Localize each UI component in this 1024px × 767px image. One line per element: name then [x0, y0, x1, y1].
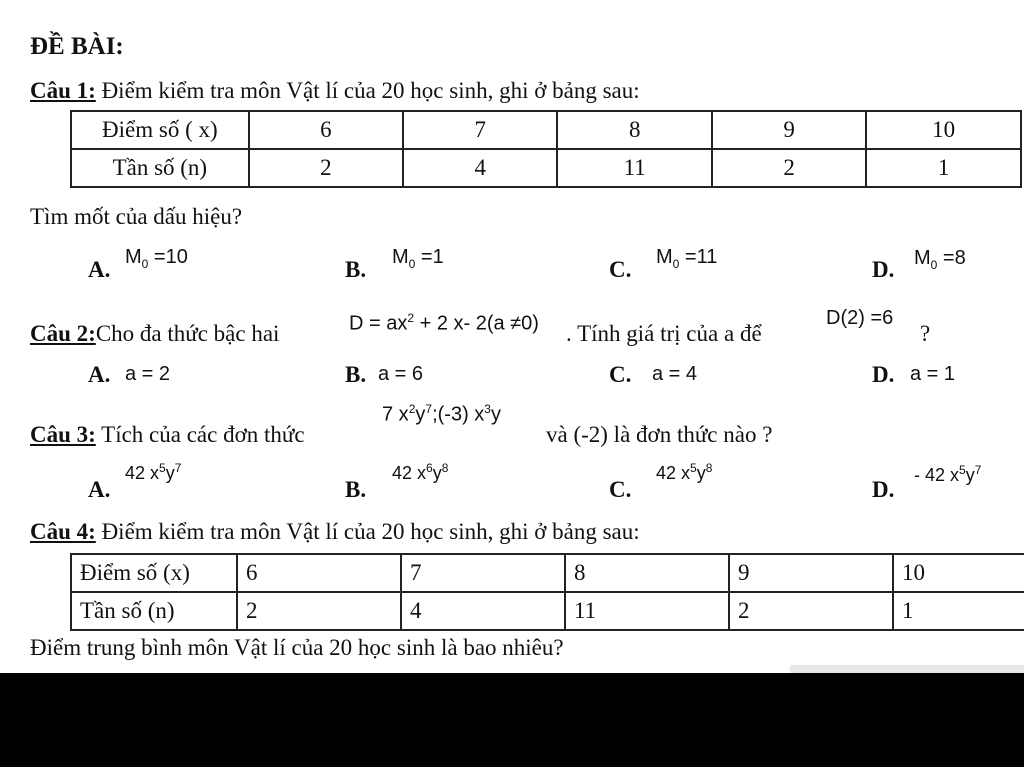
q3-option-c-letter: C.	[609, 477, 632, 502]
table-cell: 10	[866, 111, 1021, 149]
table-cell: 6	[237, 554, 401, 592]
q1-option-a-letter: A.	[88, 257, 111, 282]
q4-table	[70, 553, 1024, 631]
table-cell: 10	[893, 554, 1024, 592]
q1-option-a: $M_0 =10$	[125, 246, 188, 271]
q2-option-b: a = 6	[378, 363, 424, 385]
q2-polynomial: $D = ax^2 + 2$ x- 2(a ≠0)	[349, 311, 539, 335]
q2-option-c-letter: C.	[609, 362, 632, 387]
q2-label: Câu 2:	[30, 321, 96, 346]
q4-label: Câu 4:	[30, 519, 96, 544]
table-cell: 2	[237, 592, 401, 630]
q3-option-d: - 42 $x^5y^7$	[914, 463, 982, 485]
q3-option-a: 42 $x^5y^7$	[125, 461, 182, 483]
q2-option-d: a = 1	[910, 363, 956, 385]
q1-table	[70, 110, 1022, 188]
q3-option-b-letter: B.	[345, 477, 367, 502]
q1-option-c: $M_0 =11$	[656, 246, 718, 271]
table-cell: Điểm số (x)	[71, 554, 237, 592]
table-cell: 4	[403, 149, 557, 187]
q3-label: Câu 3:	[30, 422, 96, 447]
exam-heading: ĐỀ BÀI:	[30, 33, 124, 60]
table-cell: 9	[729, 554, 893, 592]
q3-monomials: 7 $x^2y^7;(-3)$ $x^3y$	[382, 402, 501, 426]
table-cell: 2	[729, 592, 893, 630]
q4-text: Điểm kiểm tra môn Vật lí của 20 học sinh, ghi ở bảng sau:	[95, 519, 640, 544]
table-cell: Tần số (n)	[71, 149, 249, 187]
table-cell: 4	[401, 592, 565, 630]
q3-text-before: Tích của các đơn thức	[95, 422, 305, 447]
q1-line	[30, 79, 640, 102]
table-row	[71, 111, 1021, 149]
q1-option-b-letter: B.	[345, 257, 367, 282]
q2-line	[30, 322, 279, 345]
table-cell: 6	[249, 111, 403, 149]
q2-option-a: a = 2	[125, 363, 171, 385]
q4-question: Điểm trung bình môn Vật lí của 20 học sinh là bao nhiêu?	[30, 635, 564, 660]
table-cell: 2	[712, 149, 866, 187]
q1-option-d-letter: D.	[872, 257, 895, 282]
q3-line	[30, 423, 305, 446]
q1-option-c-letter: C.	[609, 257, 632, 282]
table-cell: 9	[712, 111, 866, 149]
table-cell: 8	[557, 111, 712, 149]
q1-label: Câu 1:	[30, 78, 96, 103]
q2-text-before: Cho đa thức bậc hai	[95, 321, 280, 346]
table-cell: 7	[401, 554, 565, 592]
q2-option-a-letter: A.	[88, 362, 111, 387]
q2-option-c: a = 4	[652, 363, 698, 385]
table-cell: Tần số (n)	[71, 592, 237, 630]
table-cell: 7	[403, 111, 557, 149]
table-cell: 2	[249, 149, 403, 187]
table-cell: 11	[565, 592, 729, 630]
q2-condition: D(2) =6	[826, 307, 894, 329]
table-cell: Điểm số ( x)	[71, 111, 249, 149]
q3-option-b: 42 $x^6y^8$	[392, 461, 449, 483]
q2-text-middle: . Tính giá trị của a để	[566, 321, 762, 346]
q2-option-b-letter: B.	[345, 362, 367, 387]
table-cell: 1	[866, 149, 1021, 187]
q3-option-a-letter: A.	[88, 477, 111, 502]
q1-option-b: $M_0 =1$	[392, 246, 444, 271]
q1-text: Điểm kiểm tra môn Vật lí của 20 học sinh, ghi ở bảng sau:	[95, 78, 640, 103]
q1-option-d: $M_0 =8$	[914, 247, 966, 272]
q2-question-mark: ?	[920, 321, 931, 346]
table-row	[71, 554, 1024, 592]
q3-option-d-letter: D.	[872, 477, 895, 502]
q2-option-d-letter: D.	[872, 362, 895, 387]
table-row	[71, 592, 1024, 630]
q4-line	[30, 520, 640, 543]
table-row	[71, 149, 1021, 187]
scroll-edge	[790, 665, 1024, 673]
q3-text-after: và (-2) là đơn thức nào ?	[546, 422, 773, 447]
q1-question: Tìm mốt của dấu hiệu?	[30, 204, 243, 229]
table-cell: 8	[565, 554, 729, 592]
table-cell: 11	[557, 149, 712, 187]
q3-option-c: 42 $x^5y^8$	[656, 461, 713, 483]
table-cell: 1	[893, 592, 1024, 630]
